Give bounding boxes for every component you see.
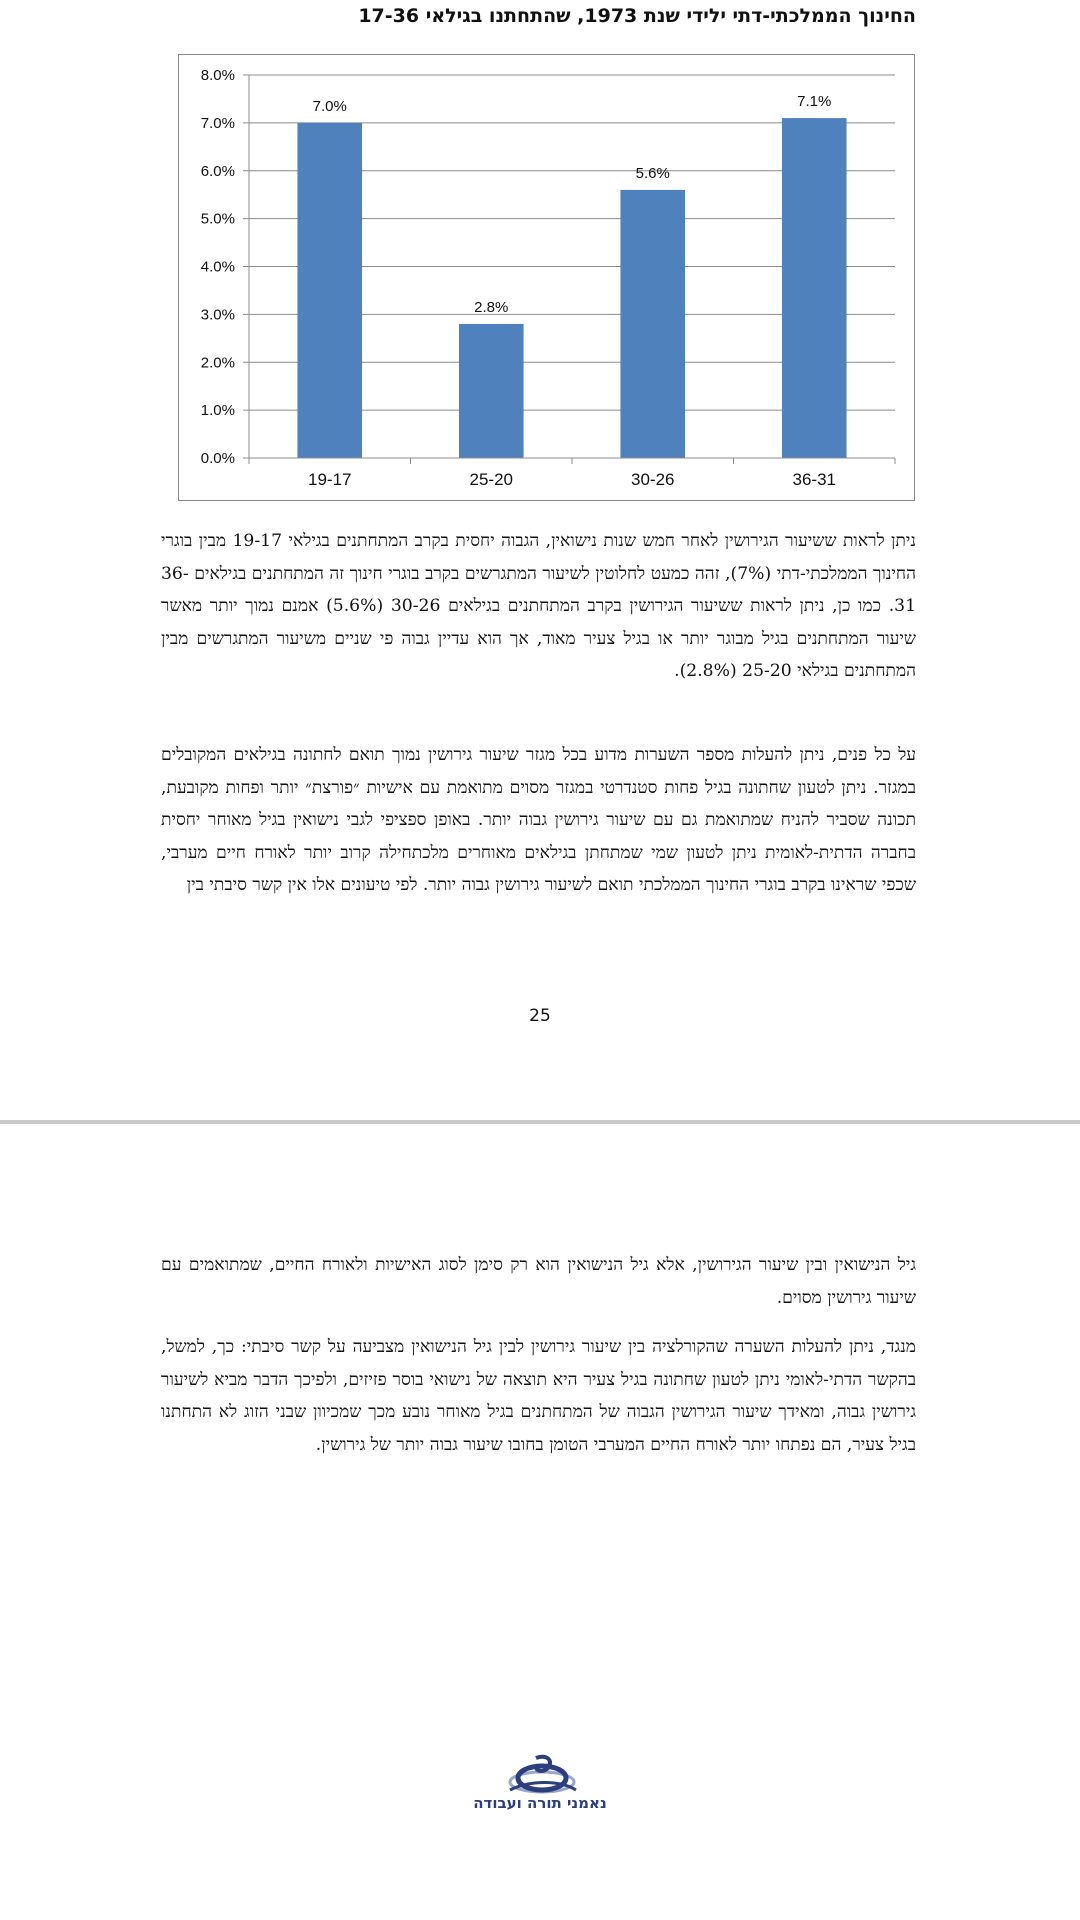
paragraph-line: גיל הנישואין ובין שיעור הגירושין, אלא גיל הנישואין הוא רק סימן לסוג האישיות ולאורח [321,1255,916,1275]
y-tick-label: 7.0% [200,114,235,132]
paragraph-line: על כל פנים, ניתן להעלות מספר השערות מדוע בכל מגזר שיעור גירושין נמוך תואם לחתונה [292,745,916,765]
paragraph-4 [161,1331,916,1461]
paragraph-3 [161,1249,916,1314]
paragraph-line: בגילאים המקובלים במגזר. ניתן לטעון שחתונה בגיל פחות סטנדרטי במגזר מסוים מתואמת עם [161,745,916,798]
paragraph-line: 19-17 מבין בוגרי החינוך הממלכתי-דתי (7%), זהה כמעט לחלוטין לשיעור המתגרשים בקרב [161,531,916,584]
y-tick-label: 2.0% [200,354,235,372]
paragraph-line: לאורח החיים המערבי הטומן בחובו שיעור גבוה יותר של גירושין. [315,1434,737,1455]
paragraph-line: בוסר פזיזים, ולפיכך הדבר מביא לשיעור גירושין גבוה, ומאידך שיעור הגירושין הגבוה של [161,1369,916,1423]
x-tick-label: 36-31 [792,470,836,489]
paragraph-line: בגיל צעיר מאוד, אך הוא עדיין גבוה פי שניים משיעור המתגרשים מבין המתחתנים בגילאי 25-20 [161,628,916,682]
bar-25-20 [459,324,524,458]
page-divider [0,1120,1080,1124]
paragraph-line: בוגרי החינוך הממלכתי תואם לשיעור גירושין גבוה יותר. לפי טיעונים אלו אין קשר סיבתי בין [186,875,786,896]
paragraph-line: שמי שמתחתן בגילאים מאוחרים מלכתחילה קרוב יותר לאורח חיים מערבי, שכפי שראינו בקרב [161,842,916,896]
page-number: 25 [529,1006,551,1026]
data-label: 5.6% [635,164,670,182]
paragraph-1 [161,525,916,688]
paragraph-2 [161,739,916,902]
paragraph-line: המתחתנים בגילאים 30-26 (5.6%) אמנם נמוך יותר מאשר שיעור המתחתנים בגיל מבוגר יותר או [161,596,917,649]
paragraph-line: בוגרי חינוך זה המתחתנים בגילאים 36-31. כמו כן, ניתן לראות ששיעור הגירושין בקרב [161,563,917,617]
paragraph-line: אישיות ״פורצת״ יותר ופחות מקובעת, תכונה שסביר להניח שמתואמת גם עם שיעור גירושין [161,777,916,831]
bar-30-26 [620,190,685,458]
y-tick-label: 6.0% [200,162,235,180]
y-tick-label: 1.0% [200,402,235,420]
x-tick-label: 30-26 [631,470,675,489]
paragraph-line: גבוה יותר. באופן ספציפי לגבי נישואין בגיל מאוחר יחסית בחברה הדתית-לאומית ניתן לטעון [161,810,916,863]
data-label: 7.0% [312,97,347,115]
y-tick-label: 8.0% [200,67,235,84]
bar-19-17 [297,123,362,458]
y-tick-label: 4.0% [200,258,235,276]
data-label: 2.8% [474,298,509,316]
paragraph-line: סיבתי: כך, למשל, בהקשר הדתי-לאומי ניתן לטעון שחתונה בגיל צעיר היא תוצאה של נישואי [161,1337,916,1390]
y-tick-label: 3.0% [200,306,235,324]
paragraph-line: המתחתנים בגיל מאוחר נובע מכך שמכיוון שבני הזוג לא התחתנו בגיל צעיר, הם נפתחו יותר [161,1402,916,1455]
bar-chart [178,54,915,501]
paragraph-line: החיים, שמתואמים עם שיעור גירושין מסוים. [161,1255,916,1308]
paragraph-line: מנגד, ניתן להעלות השערה שהקורלציה בין שיעור גירושין לבין גיל הנישואין מצביעה על קשר [291,1337,916,1357]
bar-36-31 [782,118,847,458]
x-tick-label: 19-17 [308,470,352,489]
chart-caption: החינוך הממלכתי-דתי ילידי שנת 1973, שהתחתנו בגילאי 17-36 [358,5,916,27]
organization-logo [450,1750,630,1820]
paragraph-line: ניתן לראות ששיעור הגירושין לאחר חמש שנות נישואין, הגבוה יחסית בקרב המתחתנים בגילאי [288,531,916,551]
paragraph-line: (2.8%). [674,661,737,682]
chart-canvas [179,55,914,500]
y-tick-label: 0.0% [200,450,235,467]
data-label: 7.1% [797,93,832,111]
logo-text: נאמני תורה ועבודה [473,1794,607,1812]
y-tick-label: 5.0% [200,210,235,228]
x-tick-label: 25-20 [469,470,513,489]
logo-emblem-icon [450,1750,630,1796]
